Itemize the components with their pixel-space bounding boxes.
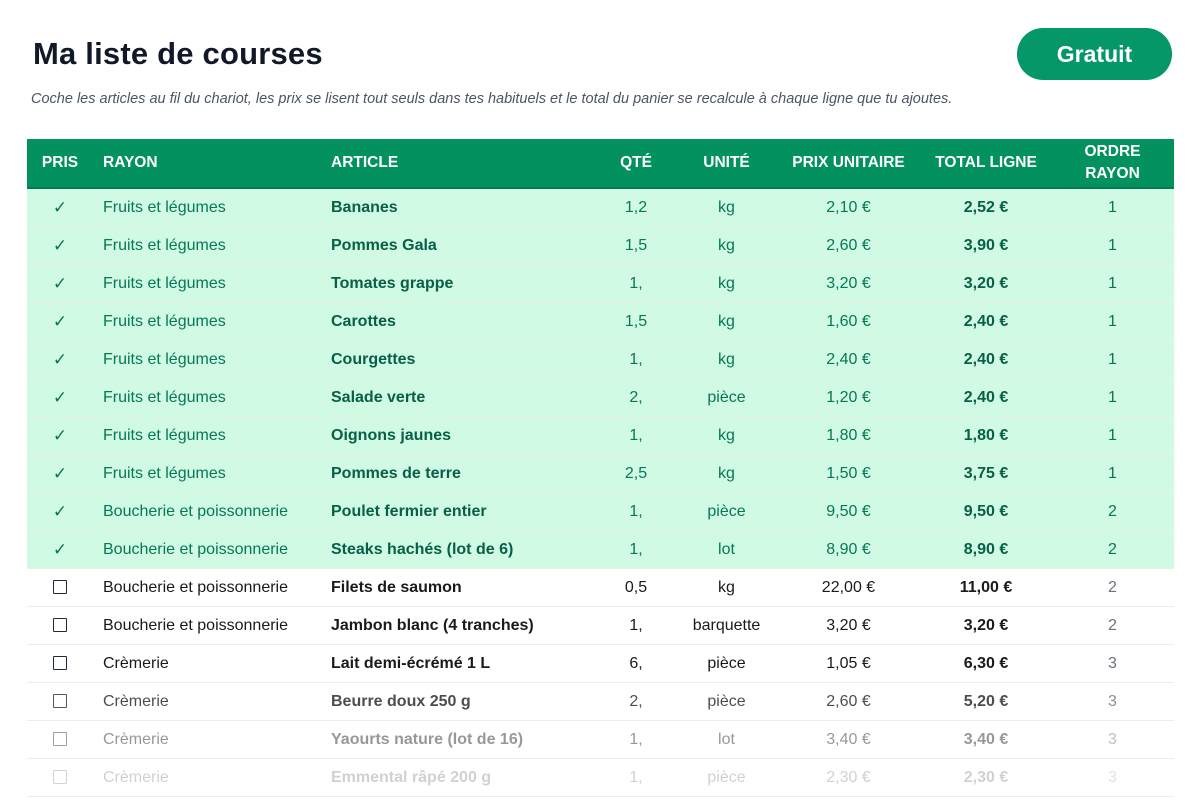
qte-cell: 1,5 [595, 303, 677, 341]
unite-cell: kg [677, 227, 776, 265]
ordre-rayon-cell: 3 [1051, 759, 1174, 797]
unite-cell: pièce [677, 759, 776, 797]
table-row[interactable] [27, 303, 1174, 341]
total-ligne-cell: 3,40 € [921, 721, 1051, 759]
qte-cell: 2,5 [595, 455, 677, 493]
ordre-rayon-cell: 3 [1051, 645, 1174, 683]
total-ligne-cell: 2,40 € [921, 379, 1051, 417]
ordre-rayon-cell: 1 [1051, 455, 1174, 493]
total-ligne-cell: 11,00 € [921, 569, 1051, 607]
unite-cell: pièce [677, 379, 776, 417]
pris-cell[interactable] [27, 303, 93, 341]
prix-unitaire-cell: 1,80 € [776, 417, 921, 455]
qte-cell: 1, [595, 265, 677, 303]
unite-cell: lot [677, 721, 776, 759]
table-header-row [27, 139, 1174, 188]
total-ligne-cell: 2,30 € [921, 759, 1051, 797]
total-ligne-cell: 2,40 € [921, 303, 1051, 341]
col-header-ordre-line2: RAYON [1085, 165, 1140, 182]
checkbox-icon[interactable] [53, 694, 67, 708]
article-cell: Bananes [321, 188, 595, 227]
pris-cell[interactable] [27, 417, 93, 455]
qte-cell: 1, [595, 341, 677, 379]
prix-unitaire-cell: 8,90 € [776, 531, 921, 569]
prix-unitaire-cell: 2,60 € [776, 227, 921, 265]
qte-cell: 1,2 [595, 188, 677, 227]
prix-unitaire-cell: 1,50 € [776, 455, 921, 493]
article-cell: Salade verte [321, 379, 595, 417]
ordre-rayon-cell: 2 [1051, 607, 1174, 645]
qte-cell: 1, [595, 759, 677, 797]
col-header-pris[interactable]: PRIS [27, 139, 93, 188]
table-row[interactable] [27, 188, 1174, 227]
qte-cell: 1, [595, 417, 677, 455]
table-row[interactable] [27, 227, 1174, 265]
prix-unitaire-cell: 1,60 € [776, 303, 921, 341]
pris-cell[interactable] [27, 455, 93, 493]
pris-cell[interactable] [27, 607, 93, 645]
article-cell: Yaourts nature (lot de 16) [321, 721, 595, 759]
table-row[interactable] [27, 341, 1174, 379]
rayon-cell: Boucherie et poissonnerie [93, 493, 321, 531]
qte-cell: 1, [595, 607, 677, 645]
prix-unitaire-cell: 3,20 € [776, 607, 921, 645]
article-cell: Jambon blanc (4 tranches) [321, 607, 595, 645]
rayon-cell: Fruits et légumes [93, 265, 321, 303]
checkbox-icon[interactable] [53, 732, 67, 746]
rayon-cell: Crèmerie [93, 759, 321, 797]
checkbox-icon[interactable] [53, 656, 67, 670]
prix-unitaire-cell: 1,05 € [776, 645, 921, 683]
checkmark-icon[interactable]: ✓ [52, 349, 68, 369]
table-row[interactable] [27, 417, 1174, 455]
article-cell: Pommes Gala [321, 227, 595, 265]
pris-cell[interactable] [27, 645, 93, 683]
table-row[interactable] [27, 721, 1174, 759]
table-row[interactable] [27, 531, 1174, 569]
checkmark-icon[interactable]: ✓ [52, 463, 68, 483]
prix-unitaire-cell: 1,20 € [776, 379, 921, 417]
checkmark-icon[interactable]: ✓ [52, 197, 68, 217]
col-header-rayon[interactable]: RAYON [93, 139, 321, 188]
qte-cell: 1, [595, 493, 677, 531]
col-header-total-ligne[interactable]: TOTAL LIGNE [921, 139, 1051, 188]
rayon-cell: Boucherie et poissonnerie [93, 531, 321, 569]
table-row[interactable] [27, 683, 1174, 721]
article-cell: Pommes de terre [321, 455, 595, 493]
ordre-rayon-cell: 1 [1051, 188, 1174, 227]
checkmark-icon[interactable]: ✓ [52, 311, 68, 331]
table-row[interactable] [27, 265, 1174, 303]
checkmark-icon[interactable]: ✓ [52, 501, 68, 521]
col-header-prix-unitaire[interactable]: PRIX UNITAIRE [776, 139, 921, 188]
table-row[interactable] [27, 455, 1174, 493]
pris-cell[interactable] [27, 227, 93, 265]
checkbox-icon[interactable] [53, 770, 67, 784]
prix-unitaire-cell: 2,10 € [776, 188, 921, 227]
prix-unitaire-cell: 2,40 € [776, 341, 921, 379]
qte-cell: 1,5 [595, 227, 677, 265]
article-cell: Oignons jaunes [321, 417, 595, 455]
table-row[interactable] [27, 493, 1174, 531]
unite-cell: pièce [677, 683, 776, 721]
ordre-rayon-cell: 3 [1051, 721, 1174, 759]
checkmark-icon[interactable]: ✓ [52, 539, 68, 559]
ordre-rayon-cell: 2 [1051, 493, 1174, 531]
unite-cell: kg [677, 188, 776, 227]
pris-cell[interactable] [27, 721, 93, 759]
total-ligne-cell: 3,75 € [921, 455, 1051, 493]
ordre-rayon-cell: 1 [1051, 303, 1174, 341]
unite-cell: pièce [677, 645, 776, 683]
article-cell: Tomates grappe [321, 265, 595, 303]
table-row[interactable] [27, 379, 1174, 417]
rayon-cell: Fruits et légumes [93, 379, 321, 417]
article-cell: Carottes [321, 303, 595, 341]
table-row[interactable] [27, 645, 1174, 683]
total-ligne-cell: 8,90 € [921, 531, 1051, 569]
pris-cell[interactable] [27, 569, 93, 607]
total-ligne-cell: 1,80 € [921, 417, 1051, 455]
article-cell: Filets de saumon [321, 569, 595, 607]
article-cell: Poulet fermier entier [321, 493, 595, 531]
rayon-cell: Fruits et légumes [93, 455, 321, 493]
qte-cell: 1, [595, 721, 677, 759]
prix-unitaire-cell: 2,60 € [776, 683, 921, 721]
article-cell: Emmental râpé 200 g [321, 759, 595, 797]
article-cell: Courgettes [321, 341, 595, 379]
col-header-ordre-line1: ORDRE [1084, 143, 1141, 160]
pris-cell[interactable] [27, 379, 93, 417]
prix-unitaire-cell: 22,00 € [776, 569, 921, 607]
ordre-rayon-cell: 1 [1051, 341, 1174, 379]
qte-cell: 0,5 [595, 569, 677, 607]
page-subtitle: Coche les articles au fil du chariot, les prix se lisent tout seuls dans tes habituels et le total du panier se recalcule à chaque ligne que tu ajoutes. [31, 91, 953, 107]
ordre-rayon-cell: 3 [1051, 683, 1174, 721]
prix-unitaire-cell: 3,20 € [776, 265, 921, 303]
total-ligne-cell: 3,90 € [921, 227, 1051, 265]
unite-cell: barquette [677, 607, 776, 645]
rayon-cell: Crèmerie [93, 645, 321, 683]
pris-cell[interactable] [27, 265, 93, 303]
col-header-qte[interactable]: QTÉ [595, 139, 677, 188]
page-title: Ma liste de courses [33, 36, 323, 71]
prix-unitaire-cell: 9,50 € [776, 493, 921, 531]
total-ligne-cell: 5,20 € [921, 683, 1051, 721]
total-ligne-cell: 3,20 € [921, 265, 1051, 303]
rayon-cell: Boucherie et poissonnerie [93, 607, 321, 645]
ordre-rayon-cell: 1 [1051, 417, 1174, 455]
pris-cell[interactable] [27, 759, 93, 797]
col-header-unite[interactable]: UNITÉ [677, 139, 776, 188]
ordre-rayon-cell: 2 [1051, 531, 1174, 569]
article-cell: Lait demi-écrémé 1 L [321, 645, 595, 683]
unite-cell: lot [677, 531, 776, 569]
ordre-rayon-cell: 1 [1051, 379, 1174, 417]
rayon-cell: Fruits et légumes [93, 188, 321, 227]
table-row[interactable] [27, 759, 1174, 797]
unite-cell: kg [677, 417, 776, 455]
pris-cell[interactable] [27, 531, 93, 569]
rayon-cell: Fruits et légumes [93, 227, 321, 265]
ordre-rayon-cell: 1 [1051, 265, 1174, 303]
rayon-cell: Boucherie et poissonnerie [93, 569, 321, 607]
total-ligne-cell: 3,20 € [921, 607, 1051, 645]
pris-cell[interactable] [27, 341, 93, 379]
unite-cell: kg [677, 569, 776, 607]
rayon-cell: Crèmerie [93, 683, 321, 721]
total-ligne-cell: 2,40 € [921, 341, 1051, 379]
total-ligne-cell: 2,52 € [921, 188, 1051, 227]
checkmark-icon[interactable]: ✓ [52, 425, 68, 445]
qte-cell: 2, [595, 379, 677, 417]
qte-cell: 2, [595, 683, 677, 721]
table-row[interactable] [27, 607, 1174, 645]
pris-cell[interactable] [27, 188, 93, 227]
checkmark-icon[interactable]: ✓ [52, 235, 68, 255]
ordre-rayon-cell: 1 [1051, 227, 1174, 265]
total-ligne-cell: 9,50 € [921, 493, 1051, 531]
rayon-cell: Crèmerie [93, 721, 321, 759]
checkbox-icon[interactable] [53, 580, 67, 594]
checkbox-icon[interactable] [53, 618, 67, 632]
unite-cell: kg [677, 455, 776, 493]
checkmark-icon[interactable]: ✓ [52, 387, 68, 407]
shopping-list-table [27, 139, 1174, 797]
prix-unitaire-cell: 2,30 € [776, 759, 921, 797]
pris-cell[interactable] [27, 493, 93, 531]
rayon-cell: Fruits et légumes [93, 303, 321, 341]
rayon-cell: Fruits et légumes [93, 341, 321, 379]
unite-cell: kg [677, 341, 776, 379]
checkmark-icon[interactable]: ✓ [52, 273, 68, 293]
article-cell: Steaks hachés (lot de 6) [321, 531, 595, 569]
unite-cell: pièce [677, 493, 776, 531]
pris-cell[interactable] [27, 683, 93, 721]
col-header-article[interactable]: ARTICLE [321, 139, 595, 188]
unite-cell: kg [677, 265, 776, 303]
table-row[interactable] [27, 569, 1174, 607]
total-ligne-cell: 6,30 € [921, 645, 1051, 683]
unite-cell: kg [677, 303, 776, 341]
qte-cell: 6, [595, 645, 677, 683]
ordre-rayon-cell: 2 [1051, 569, 1174, 607]
qte-cell: 1, [595, 531, 677, 569]
prix-unitaire-cell: 3,40 € [776, 721, 921, 759]
rayon-cell: Fruits et légumes [93, 417, 321, 455]
article-cell: Beurre doux 250 g [321, 683, 595, 721]
free-badge-button[interactable]: Gratuit [1017, 28, 1172, 80]
col-header-ordre-rayon[interactable] [1051, 139, 1174, 188]
